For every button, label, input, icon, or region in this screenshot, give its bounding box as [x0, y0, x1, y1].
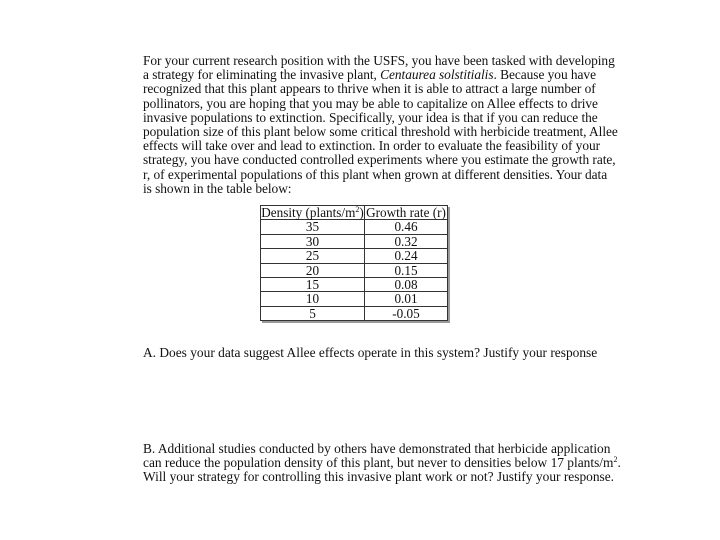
- intro-line-10: is shown in the table below:: [143, 180, 292, 196]
- cell-density: 30: [261, 234, 365, 248]
- density-growth-table: [260, 205, 448, 321]
- cell-density: 5: [261, 306, 365, 320]
- cell-density: 35: [261, 220, 365, 234]
- intro-line-2: [143, 67, 596, 83]
- cell-growth: 0.01: [365, 292, 448, 306]
- intro-line-2-start: a strategy for eliminating the invasive plant,: [143, 67, 381, 83]
- header-density-sup: 2: [355, 205, 360, 214]
- question-a: A. Does your data suggest Allee effects operate in this system? Justify your response: [143, 345, 598, 360]
- cell-density: 10: [261, 292, 365, 306]
- cell-density: 15: [261, 278, 365, 292]
- intro-line-5: invasive populations to extinction. Specifically, your idea is that if you can reduce the: [143, 109, 598, 125]
- cell-growth: 0.32: [365, 234, 448, 248]
- intro-line-1: For your current research position with the USFS, you have been tasked with developing: [143, 53, 615, 68]
- cell-growth: 0.08: [365, 278, 448, 292]
- intro-line-2-end: . Because you have: [493, 67, 596, 83]
- question-b-line-2-end: .: [617, 455, 621, 471]
- header-density-text: Density (plants/m: [261, 205, 356, 220]
- table-row: [261, 306, 448, 320]
- table-row: [261, 234, 448, 248]
- species-name: Centaurea solstitialis: [380, 67, 494, 83]
- question-b-sup: 2: [613, 455, 618, 465]
- intro-line-6: population size of this plant below some critical threshold with herbicide treatment, Allee: [143, 124, 618, 140]
- question-b-line-3: Will your strategy for controlling this invasive plant work or not? Justify your response.: [143, 469, 615, 485]
- question-b: [143, 442, 621, 485]
- intro-line-8: strategy, you have conducted controlled experiments where you estimate the growth rate,: [143, 152, 616, 168]
- table-row: [261, 278, 448, 292]
- question-b-line-2-text: can reduce the population density of this plant, but never to densities below 17 plants/m: [143, 455, 614, 471]
- cell-density: 20: [261, 263, 365, 277]
- cell-growth: -0.05: [365, 306, 448, 320]
- cell-growth: 0.24: [365, 249, 448, 263]
- question-b-line-1: B. Additional studies conducted by others have demonstrated that herbicide application: [143, 441, 611, 456]
- table-row: [261, 292, 448, 306]
- cell-growth: 0.15: [365, 263, 448, 277]
- intro-line-4: pollinators, you are hoping that you may be able to capitalize on Allee effects to drive: [143, 95, 598, 111]
- intro-paragraph: [143, 53, 618, 196]
- header-density-close: ): [359, 205, 364, 220]
- table-row: [261, 220, 448, 234]
- table-row: [261, 263, 448, 277]
- cell-density: 25: [261, 249, 365, 263]
- intro-line-9: r, of experimental populations of this plant when grown at different densities. Your data: [143, 166, 608, 182]
- question-b-line-2: [143, 456, 621, 470]
- header-growth-rate: Growth rate (r): [366, 205, 446, 220]
- cell-growth: 0.46: [365, 220, 448, 234]
- table-header-row: [261, 206, 448, 220]
- table-row: [261, 249, 448, 263]
- intro-line-7: effects will take over and lead to extinction. In order to evaluate the feasibility of your: [143, 138, 601, 154]
- header-density: [261, 206, 365, 220]
- intro-line-3: recognized that this plant appears to thrive when it is able to attract a large number of: [143, 81, 596, 97]
